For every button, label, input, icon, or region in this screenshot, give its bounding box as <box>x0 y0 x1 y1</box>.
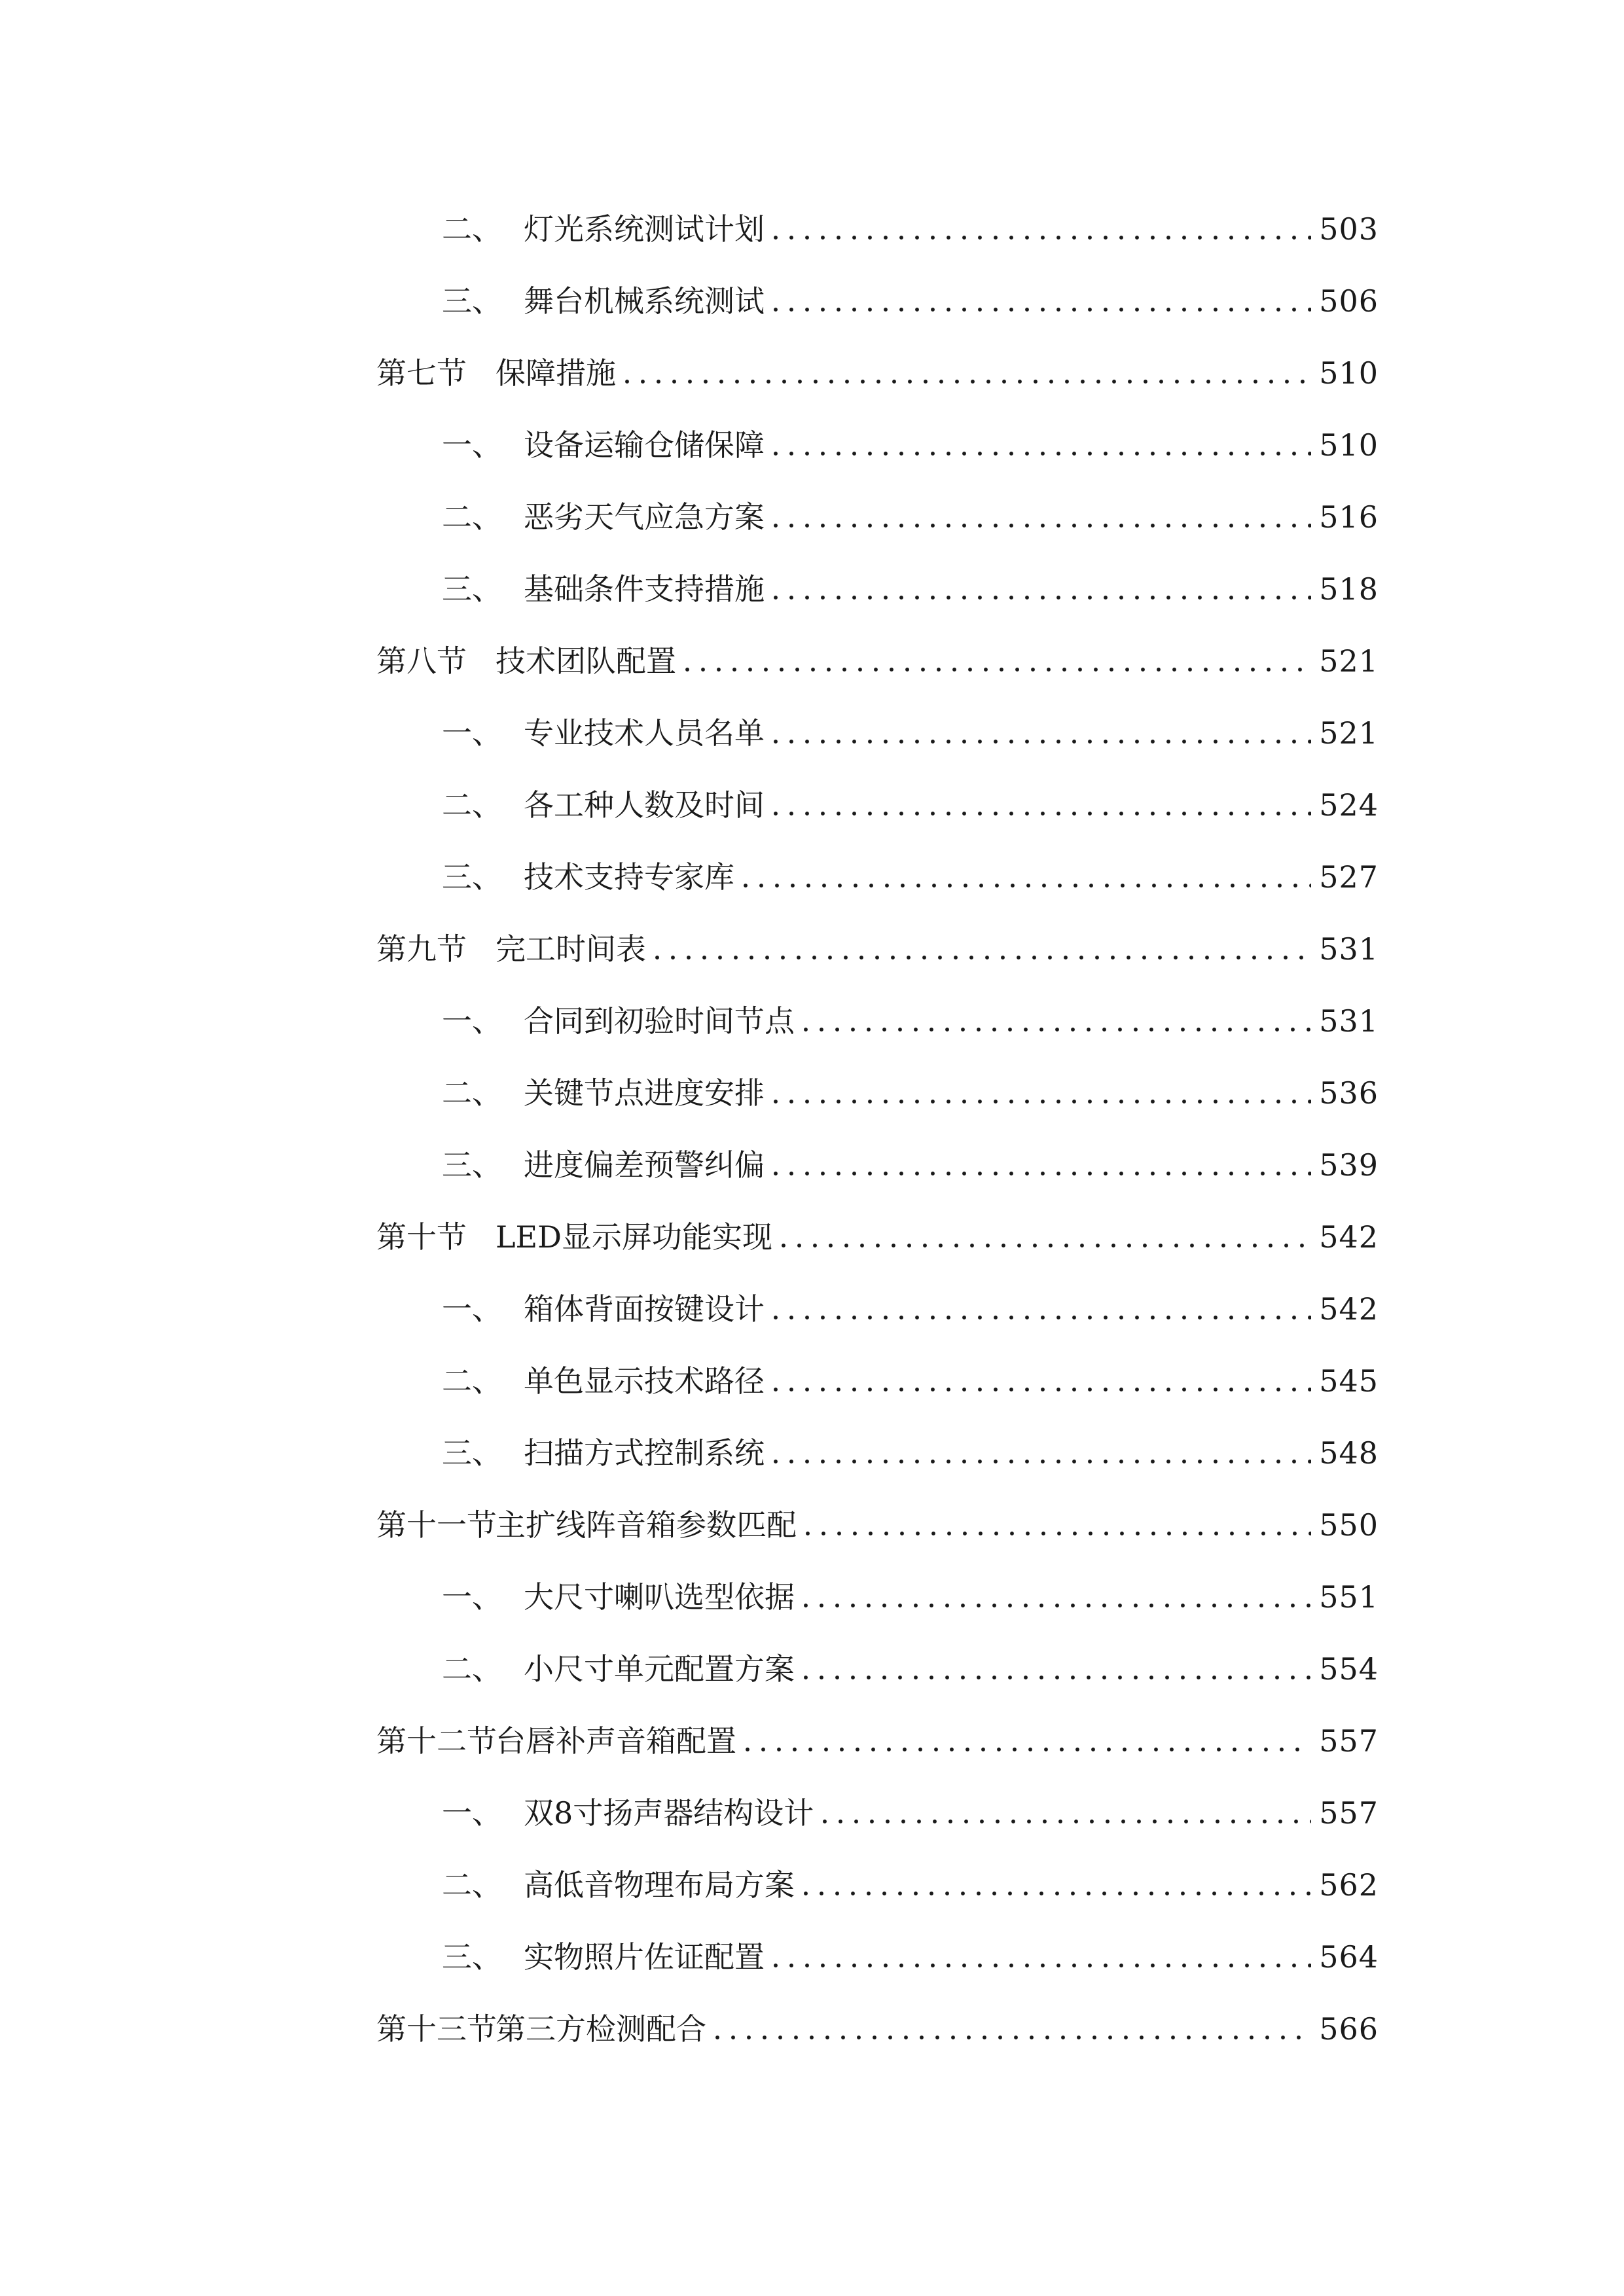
toc-dot-leader <box>771 491 1311 543</box>
toc-entry[interactable] <box>0 1859 1624 1911</box>
toc-entry-title: 高低音物理布局方案 <box>524 1867 795 1903</box>
toc-entry-title: 保障措施 <box>496 355 616 391</box>
toc-entry-number: 第八节 <box>376 643 467 679</box>
toc-entry-number: 二、 <box>442 1363 502 1399</box>
toc-entry-title: 舞台机械系统测试 <box>524 283 765 319</box>
toc-entry[interactable] <box>0 851 1624 903</box>
toc-entry-page: 531 <box>1319 931 1379 967</box>
toc-entry[interactable] <box>0 1715 1624 1767</box>
toc-entry-number: 第十三节 <box>376 2011 497 2047</box>
toc-entry-page: 536 <box>1319 1075 1379 1111</box>
toc-entry-page: 545 <box>1319 1363 1379 1399</box>
toc-entry-title: 技术支持专家库 <box>524 859 734 895</box>
toc-dot-leader <box>803 1499 1311 1551</box>
toc-entry-page: 510 <box>1319 355 1379 391</box>
toc-dot-leader <box>801 1571 1311 1623</box>
toc-entry-title: 进度偏差预警纠偏 <box>524 1147 765 1183</box>
toc-entry[interactable] <box>0 275 1624 327</box>
toc-entry-title: 各工种人数及时间 <box>524 787 765 823</box>
toc-dot-leader <box>820 1787 1311 1839</box>
toc-entry-title: 技术团队配置 <box>496 643 676 679</box>
toc-entry[interactable] <box>0 995 1624 1047</box>
toc-dot-leader <box>741 851 1311 903</box>
toc-entry-page: 518 <box>1319 571 1379 607</box>
toc-dot-leader <box>771 563 1311 615</box>
toc-dot-leader <box>683 635 1311 687</box>
toc-entry-page: 564 <box>1319 1939 1379 1975</box>
toc-entry-page: 551 <box>1319 1579 1379 1615</box>
toc-entry-title: 设备运输仓储保障 <box>524 427 765 463</box>
toc-entry-page: 516 <box>1319 499 1379 535</box>
toc-entry-title: 实物照片佐证配置 <box>524 1939 765 1975</box>
toc-entry-title: 双8寸扬声器结构设计 <box>524 1795 814 1831</box>
toc-entry-number: 三、 <box>442 859 502 895</box>
toc-entry[interactable] <box>0 563 1624 615</box>
toc-entry-number: 三、 <box>442 1939 502 1975</box>
toc-entry-page: 521 <box>1319 643 1379 679</box>
toc-entry-number: 三、 <box>442 571 502 607</box>
toc-dot-leader <box>801 1643 1311 1695</box>
toc-entry-number: 一、 <box>442 427 502 463</box>
toc-entry-page: 521 <box>1319 715 1379 751</box>
toc-entry-number: 第九节 <box>376 931 467 967</box>
toc-entry[interactable] <box>0 1787 1624 1839</box>
toc-entry-page: 562 <box>1319 1867 1379 1903</box>
toc-entry[interactable] <box>0 203 1624 255</box>
toc-entry-title: 关键节点进度安排 <box>524 1075 765 1111</box>
toc-dot-leader <box>623 347 1311 399</box>
toc-entry-number: 第七节 <box>376 355 467 391</box>
toc-dot-leader <box>771 203 1311 255</box>
toc-entry[interactable] <box>0 1139 1624 1191</box>
toc-entry-title: 完工时间表 <box>496 931 646 967</box>
toc-entry-title: 专业技术人员名单 <box>524 715 765 751</box>
toc-entry-number: 第十二节 <box>376 1723 497 1759</box>
toc-entry-number: 二、 <box>442 499 502 535</box>
toc-entry-page: 524 <box>1319 787 1379 823</box>
toc-entry[interactable] <box>0 1067 1624 1119</box>
toc-entry-page: 550 <box>1319 1507 1379 1543</box>
toc-dot-leader <box>801 1859 1311 1911</box>
toc-entry-number: 一、 <box>442 1795 502 1831</box>
toc-dot-leader <box>771 1355 1311 1407</box>
toc-entry[interactable] <box>0 419 1624 471</box>
toc-entry-number: 二、 <box>442 1867 502 1903</box>
toc-entry-number: 三、 <box>442 1435 502 1471</box>
toc-entry-page: 510 <box>1319 427 1379 463</box>
toc-dot-leader <box>653 923 1311 975</box>
toc-entry-title: 单色显示技术路径 <box>524 1363 765 1399</box>
toc-entry[interactable] <box>0 1427 1624 1479</box>
toc-dot-leader <box>771 1427 1311 1479</box>
toc-entry-page: 554 <box>1319 1651 1379 1687</box>
toc-dot-leader <box>771 707 1311 759</box>
toc-entry-title: 小尺寸单元配置方案 <box>524 1651 795 1687</box>
toc-dot-leader <box>801 995 1311 1047</box>
toc-dot-leader <box>771 1283 1311 1335</box>
toc-entry-page: 557 <box>1319 1723 1379 1759</box>
toc-entry-number: 第十一节 <box>376 1507 497 1543</box>
toc-entry[interactable] <box>0 2003 1624 2055</box>
toc-entry[interactable] <box>0 1571 1624 1623</box>
toc-entry-page: 542 <box>1319 1219 1379 1255</box>
toc-dot-leader <box>713 2003 1311 2055</box>
toc-entry-number: 一、 <box>442 1003 502 1039</box>
toc-dot-leader <box>771 1067 1311 1119</box>
toc-dot-leader <box>771 1931 1311 1983</box>
toc-entry-page: 548 <box>1319 1435 1379 1471</box>
toc-entry-number: 二、 <box>442 787 502 823</box>
toc-dot-leader <box>779 1211 1311 1263</box>
toc-entry-number: 二、 <box>442 1651 502 1687</box>
toc-entry-page: 557 <box>1319 1795 1379 1831</box>
toc-entry[interactable] <box>0 1643 1624 1695</box>
toc-entry-title: 主扩线阵音箱参数匹配 <box>496 1507 797 1543</box>
toc-entry-title: 合同到初验时间节点 <box>524 1003 795 1039</box>
toc-entry-number: 二、 <box>442 1075 502 1111</box>
toc-entry-number: 三、 <box>442 283 502 319</box>
toc-entry-number: 二、 <box>442 211 502 247</box>
toc-entry-page: 527 <box>1319 859 1379 895</box>
toc-entry[interactable] <box>0 1211 1624 1263</box>
toc-entry[interactable] <box>0 1283 1624 1335</box>
toc-entry-page: 539 <box>1319 1147 1379 1183</box>
toc-entry[interactable] <box>0 1931 1624 1983</box>
toc-entry-page: 566 <box>1319 2011 1379 2047</box>
toc-entry-number: 三、 <box>442 1147 502 1183</box>
toc-entry[interactable] <box>0 1499 1624 1551</box>
toc-entry-title: 基础条件支持措施 <box>524 571 765 607</box>
toc-entry[interactable] <box>0 491 1624 543</box>
toc-entry-page: 542 <box>1319 1291 1379 1327</box>
toc-entry[interactable] <box>0 1355 1624 1407</box>
toc-entry-page: 531 <box>1319 1003 1379 1039</box>
toc-entry-page: 506 <box>1319 283 1379 319</box>
toc-dot-leader <box>771 779 1311 831</box>
toc-entry-page: 503 <box>1319 211 1379 247</box>
toc-dot-leader <box>771 275 1311 327</box>
toc-entry-number: 第十节 <box>376 1219 467 1255</box>
toc-entry[interactable] <box>0 635 1624 687</box>
toc-entry[interactable] <box>0 707 1624 759</box>
toc-entry-number: 一、 <box>442 1291 502 1327</box>
toc-entry-title: 第三方检测配合 <box>496 2011 706 2047</box>
toc-entry-title: 台唇补声音箱配置 <box>496 1723 736 1759</box>
toc-entry-title: 扫描方式控制系统 <box>524 1435 765 1471</box>
toc-dot-leader <box>771 419 1311 471</box>
toc-entry[interactable] <box>0 923 1624 975</box>
toc-entry-title: 灯光系统测试计划 <box>524 211 765 247</box>
toc-dot-leader <box>771 1139 1311 1191</box>
toc-entry-title: 恶劣天气应急方案 <box>524 499 765 535</box>
toc-entry-number: 一、 <box>442 715 502 751</box>
toc-entry-title: LED显示屏功能实现 <box>496 1219 773 1255</box>
toc-entry-title: 大尺寸喇叭选型依据 <box>524 1579 795 1615</box>
toc-entry-title: 箱体背面按键设计 <box>524 1291 765 1327</box>
toc-entry[interactable] <box>0 779 1624 831</box>
toc-entry[interactable] <box>0 347 1624 399</box>
toc-dot-leader <box>743 1715 1311 1767</box>
toc-entry-number: 一、 <box>442 1579 502 1615</box>
